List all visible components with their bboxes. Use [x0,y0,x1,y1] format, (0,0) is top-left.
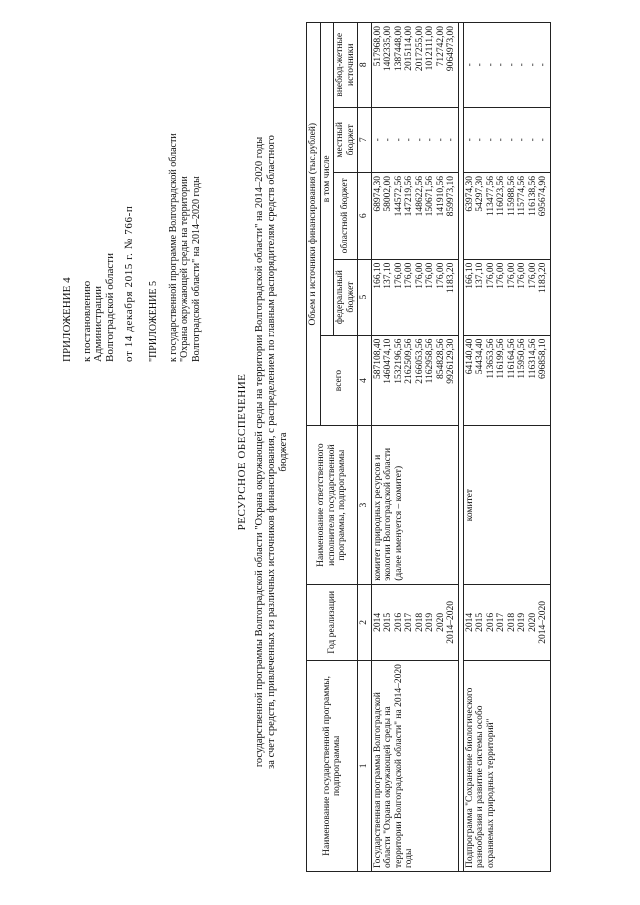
decree-line-1: к постановлению [80,280,93,362]
local-value: - [538,138,548,142]
regional-cell [371,173,458,260]
executor-name: комитет [463,426,550,584]
year-value: 2017 [404,612,414,632]
federal-value: 166,10 [372,262,383,289]
extra-value: - [517,63,527,67]
col-header-executor: Наименование ответственного исполнителя государственной программы, подпрограммы [307,426,358,584]
rotated-sheet [0,2,640,902]
appendix-4-block [62,206,136,362]
extra-value: 1402335,00 [383,26,393,72]
title-line-4: бюджета [278,432,289,472]
local-value: - [496,138,506,142]
extra-value: 9064973,00 [446,26,456,72]
col-number-row [358,23,372,872]
col-header-incl: в том числе [320,23,334,336]
regional-value: 116138,56 [527,176,538,217]
year-value: 2019 [425,612,435,632]
extra-value: 712742,00 [435,26,446,67]
federal-value: 166,10 [464,262,475,289]
local-cell [371,107,458,172]
total-value: 696858,10 [538,338,548,379]
federal-value: 176,00 [506,262,517,289]
total-value: 1460474,10 [383,338,393,384]
col-number: 1 [358,660,372,871]
regional-value: 859973,10 [446,176,456,217]
extra-value: 1387448,00 [393,26,404,72]
decree-line-2: Администрации [92,285,104,362]
federal-value: 176,00 [527,262,538,289]
col-header-total: всего [320,335,358,426]
local-value: - [372,138,383,142]
regional-cell [463,173,550,260]
federal-value: 176,00 [435,262,446,289]
col-number: 4 [358,335,372,426]
year-value: 2014–2020 [538,600,548,644]
federal-value: 176,00 [485,262,496,289]
col-number: 5 [358,259,372,335]
year-value: 2017 [496,612,506,632]
local-value: - [475,138,485,142]
total-value: 64140,40 [464,338,475,375]
local-value: - [527,138,538,142]
year-cell [463,584,550,660]
local-cell [463,107,550,172]
year-value: 2015 [475,612,485,632]
col-number: 2 [358,584,372,660]
extra-value: 517968,00 [372,26,383,67]
col-header-extra: внебюд-жетные источники [334,23,358,108]
col-header-regional: областной бюджет [334,173,358,260]
col-header-federal: федеральный бюджет [334,259,358,335]
total-value: 113653,56 [485,338,496,379]
federal-value: 137,10 [475,262,485,289]
federal-cell [371,259,458,335]
extra-cell [371,23,458,108]
total-value: 9926129,30 [446,338,456,384]
year-cell [371,584,458,660]
local-value: - [506,138,517,142]
regional-value: 115988,56 [506,176,517,217]
regional-value: 63974,30 [464,176,475,212]
federal-cell [463,259,550,335]
year-value: 2018 [414,612,425,632]
extra-value: - [485,63,496,67]
total-value: 587108,40 [372,338,383,379]
local-value: - [383,138,393,142]
total-value: 2166053,56 [414,338,425,384]
year-value: 2019 [517,612,527,632]
extra-value: - [475,63,485,67]
extra-cell [463,23,550,108]
decree-date: от 14 декабря 2015 г. № 766-п [123,205,135,362]
col-header-name: Наименование государственной программы, подпрограммы [307,660,358,871]
executor-name: комитет природных ресурсов и экологии Волгоградской области (далее именуется – комитет) [371,426,458,584]
total-value: 116164,56 [506,338,517,379]
regional-value: 147219,56 [404,176,414,217]
year-value: 2020 [527,612,538,632]
federal-value: 176,00 [517,262,527,289]
table-row-program [371,23,458,872]
federal-value: 176,00 [404,262,414,289]
extra-value: - [527,63,538,67]
regional-value: 148622,56 [414,176,425,217]
col-number: 8 [358,23,372,108]
regional-value: 113477,56 [485,176,496,217]
local-value: - [485,138,496,142]
col-header-volume: Объем и источники финансирования (тыс.рублей) [307,23,321,426]
regional-value: 54297,30 [475,176,485,212]
federal-value: 176,00 [393,262,404,289]
year-value: 2014 [372,612,383,632]
subprogram-name: Подпрограмма "Сохранение биологического разнообразия и развитие системы особо охраняемых природных территорий" [463,660,550,871]
total-value: 1532196,56 [393,338,404,384]
regional-value: 144572,56 [393,176,404,217]
extra-value: 2015114,00 [404,26,414,71]
regional-value: 58002,00 [383,176,393,212]
title-line-2: государственной программы Волгоградской области "Охрана окружающей среды на территории Волгоградской области" на 2014–2020 годы [254,136,265,768]
federal-value: 1183,20 [538,262,548,294]
year-value: 2014–2020 [446,600,456,644]
year-value: 2016 [485,612,496,632]
local-value: - [517,138,527,142]
total-value: 115950,56 [517,338,527,379]
regional-value: 115774,56 [517,176,527,217]
program-ref-line-1: к государственной программе Волгоградской области [167,133,179,362]
table-row-subprogram [463,23,550,872]
total-value: 2162509,56 [404,338,414,384]
total-value: 854828,56 [435,338,446,379]
table-header [307,23,372,872]
year-value: 2020 [435,612,446,632]
federal-value: 176,00 [414,262,425,289]
local-value: - [446,138,456,142]
extra-value: - [496,63,506,67]
title-line-3: за счет средств, привлеченных из различных источников финансирования, с распределением по главным распорядителям средств областного [266,135,277,769]
local-value: - [393,138,404,142]
program-name: Государственная программа Волгоградской области "Охрана окружающей среды на территории Волгоградской области" на 2014–2020 годы [371,660,458,871]
program-ref-line-3: Волгоградской области" на 2014–2020 годы [190,176,202,362]
appendix-5-title: "ПРИЛОЖЕНИЕ 5 [148,281,159,362]
year-value: 2015 [383,612,393,632]
col-header-year: Год реализации [307,584,358,660]
total-cell [371,335,458,426]
col-number: 7 [358,107,372,172]
appendix-4-title: ПРИЛОЖЕНИЕ 4 [61,277,73,362]
local-value: - [464,138,475,142]
year-value: 2014 [464,612,475,632]
total-value: 116314,56 [527,338,538,379]
regional-value: 116023,56 [496,176,506,217]
federal-value: 176,00 [496,262,506,289]
extra-value: - [464,63,475,67]
regional-value: 150671,56 [425,176,435,217]
col-number: 3 [358,426,372,584]
document-title [236,62,290,842]
total-cell [463,335,550,426]
extra-value: - [538,63,548,67]
regional-value: 68974,30 [372,176,383,212]
total-value: 54434,40 [475,338,485,375]
year-value: 2018 [506,612,517,632]
federal-value: 176,00 [425,262,435,289]
title-heading: РЕСУРСНОЕ ОБЕСПЕЧЕНИЕ [236,373,248,531]
regional-value: 695674,90 [538,176,548,217]
year-value: 2016 [393,612,404,632]
funding-table [306,22,551,872]
total-value: 1162958,56 [425,338,435,384]
extra-value: - [506,63,517,67]
federal-value: 1183,20 [446,262,456,294]
local-value: - [414,138,425,142]
extra-value: 1012111,00 [425,26,435,71]
federal-value: 137,10 [383,262,393,289]
local-value: - [435,138,446,142]
decree-line-3: Волгоградской области [103,253,116,362]
col-number: 6 [358,173,372,260]
local-value: - [404,138,414,142]
appendix-5-block [148,32,202,362]
extra-value: 2017255,00 [414,26,425,72]
total-value: 116199,56 [496,338,506,379]
program-ref-line-2: "Охрана окружающей среды на территории [179,176,190,362]
local-value: - [425,138,435,142]
regional-value: 141910,56 [435,176,446,217]
col-header-local: местный бюджет [334,107,358,172]
